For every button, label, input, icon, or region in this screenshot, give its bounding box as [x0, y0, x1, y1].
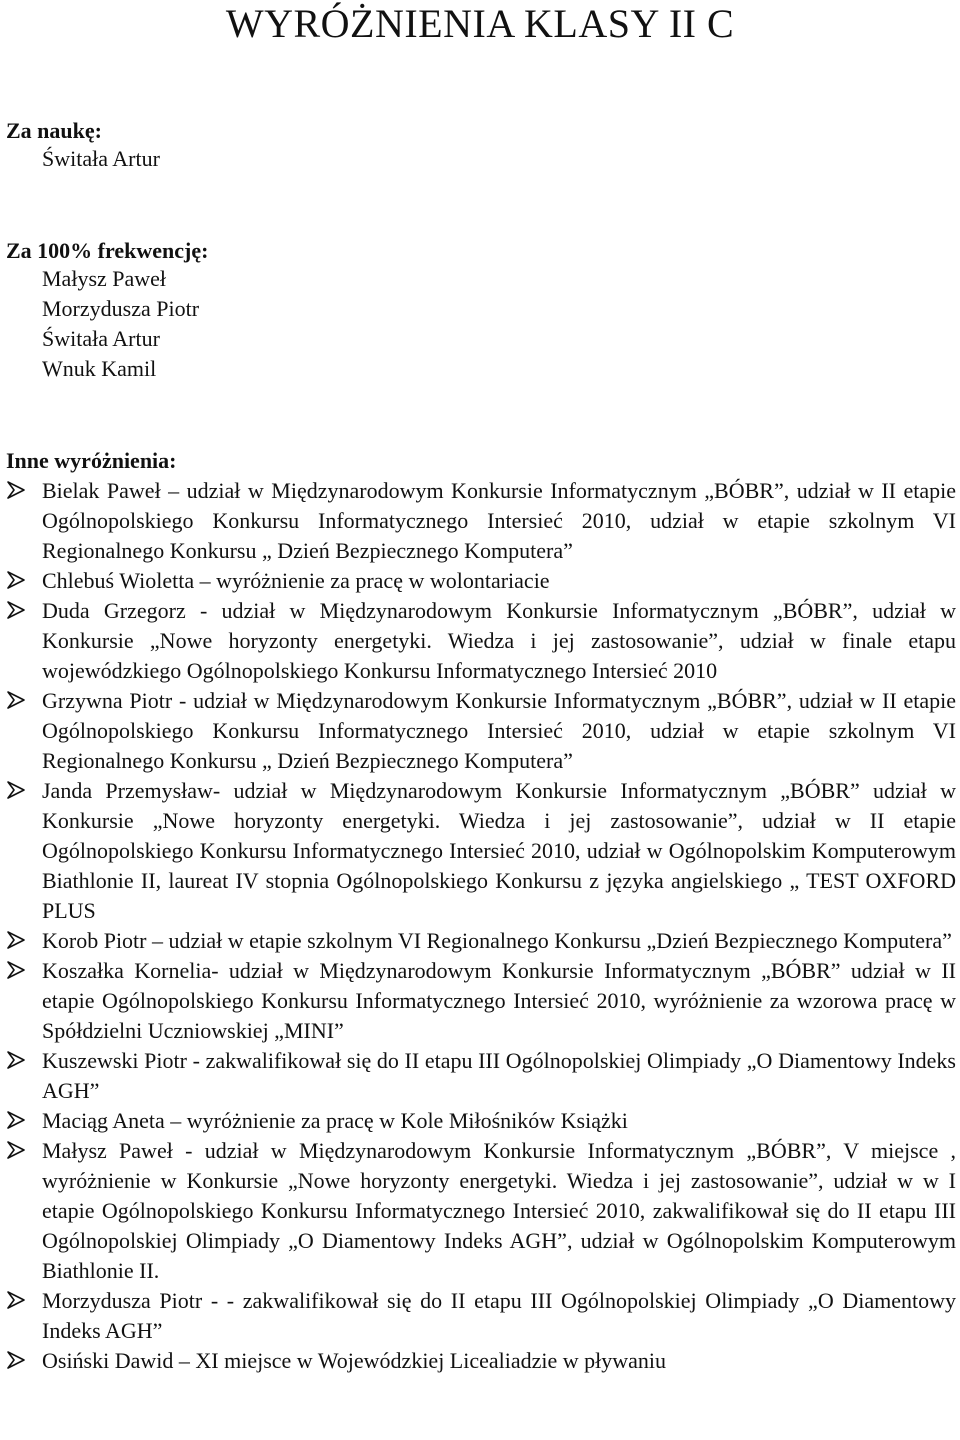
arrow-bullet-icon — [6, 480, 26, 500]
arrow-bullet-icon — [6, 690, 26, 710]
arrow-bullet-icon — [6, 780, 26, 800]
section-heading-attendance: Za 100% frekwencję: — [6, 238, 209, 263]
list-item: Wnuk Kamil — [42, 356, 157, 381]
list-item-text: Grzywna Piotr - udział w Międzynarodowym Konkursie Informatycznym „BÓBR”, udział w II etapie Ogólnopolskiego Konkursu Informatycznego Intersieć 2010, udział w etapie szkolnym VI Regionalnego Konkursu „ Dzień Bezpiecznego Komputera” — [42, 688, 956, 773]
arrow-bullet-icon — [6, 1110, 26, 1130]
list-item — [6, 686, 956, 776]
arrow-bullet-icon — [6, 960, 26, 980]
section-heading-other: Inne wyróżnienia: — [6, 448, 177, 473]
list-item: Świtała Artur — [42, 326, 160, 351]
arrow-bullet-icon — [6, 1050, 26, 1070]
list-item-text: Chlebuś Wioletta – wyróżnienie za pracę w wolontariacie — [42, 568, 550, 593]
list-item — [6, 1286, 956, 1346]
arrow-bullet-icon — [6, 930, 26, 950]
arrow-bullet-icon — [6, 1290, 26, 1310]
arrow-bullet-icon — [6, 570, 26, 590]
list-item-text: Osiński Dawid – XI miejsce w Wojewódzkiej Licealiadzie w pływaniu — [42, 1348, 667, 1373]
page-title: WYRÓŻNIENIA KLASY II C — [225, 1, 735, 46]
list-item — [6, 1136, 956, 1286]
list-item-text: Maciąg Aneta – wyróżnienie za pracę w Kole Miłośników Książki — [42, 1108, 628, 1133]
list-item-text: Bielak Paweł – udział w Międzynarodowym Konkursie Informatycznym „BÓBR”, udział w II etapie Ogólnopolskiego Konkursu Informatycznego Intersieć 2010, udział w etapie szkolnym VI Regionalnego Konkursu „ Dzień Bezpiecznego Komputera” — [42, 478, 956, 563]
list-item — [6, 926, 956, 956]
list-item — [6, 476, 956, 566]
list-item — [6, 776, 956, 926]
section-heading-science: Za naukę: — [6, 118, 102, 143]
list-item — [6, 956, 956, 1046]
list-item — [6, 596, 956, 686]
list-item-text: Koszałka Kornelia- udział w Międzynarodowym Konkursie Informatycznym „BÓBR” udział w II etapie Ogólnopolskiego Konkursu Informatycznego Intersieć 2010, wyróżnienie za wzorowa pracę w Spółdzielni Uczniowskiej „MINI” — [42, 958, 956, 1043]
list-item — [6, 566, 956, 596]
list-item: Małysz Paweł — [42, 266, 167, 291]
list-item — [6, 1106, 956, 1136]
list-item — [6, 1346, 956, 1376]
list-item-text: Morzydusza Piotr - - zakwalifikował się do II etapu III Ogólnopolskiej Olimpiady „O Diamentowy Indeks AGH” — [42, 1288, 956, 1343]
list-item: Morzydusza Piotr — [42, 296, 200, 321]
list-item-text: Kuszewski Piotr - zakwalifikował się do II etapu III Ogólnopolskiej Olimpiady „O Diamentowy Indeks AGH” — [42, 1048, 956, 1103]
arrow-bullet-icon — [6, 600, 26, 620]
list-item: Świtała Artur — [42, 146, 160, 171]
arrow-bullet-icon — [6, 1350, 26, 1370]
list-item-text: Małysz Paweł - udział w Międzynarodowym Konkursie Informatycznym „BÓBR”, V miejsce , wyróżnienie w Konkursie „Nowe horyzonty energetyki. Wiedza i jej zastosowanie”, udział w w I etapie Ogólnopolskiego Konkursu Informatycznego Intersieć 2010, zakwalifikował się do II etapu III Ogólnopolskiej Olimpiady „O Diamentowy Indeks AGH”, udział w Ogólnopolskim Komputerowym Biathlonie II. — [42, 1138, 956, 1283]
distinctions-list — [6, 476, 956, 1376]
list-item — [6, 1046, 956, 1106]
list-item-text: Korob Piotr – udział w etapie szkolnym VI Regionalnego Konkursu „Dzień Bezpiecznego Komputera” — [42, 928, 952, 953]
list-item-text: Janda Przemysław- udział w Międzynarodowym Konkursie Informatycznym „BÓBR” udział w Konkursie „Nowe horyzonty energetyki. Wiedza i jej zastosowanie”, udział w II etapie Ogólnopolskiego Konkursu Informatycznego Intersieć 2010, udział w Ogólnopolskim Komputerowym Biathlonie II, laureat IV stopnia Ogólnopolskiego Konkursu z języka angielskiego „ TEST OXFORD PLUS — [42, 778, 956, 923]
list-item-text: Duda Grzegorz - udział w Międzynarodowym Konkursie Informatycznym „BÓBR”, udział w Konkursie „Nowe horyzonty energetyki. Wiedza i jej zastosowanie”, udział w finale etapu wojewódzkiego Ogólnopolskiego Konkursu Informatycznego Intersieć 2010 — [42, 598, 956, 683]
arrow-bullet-icon — [6, 1140, 26, 1160]
